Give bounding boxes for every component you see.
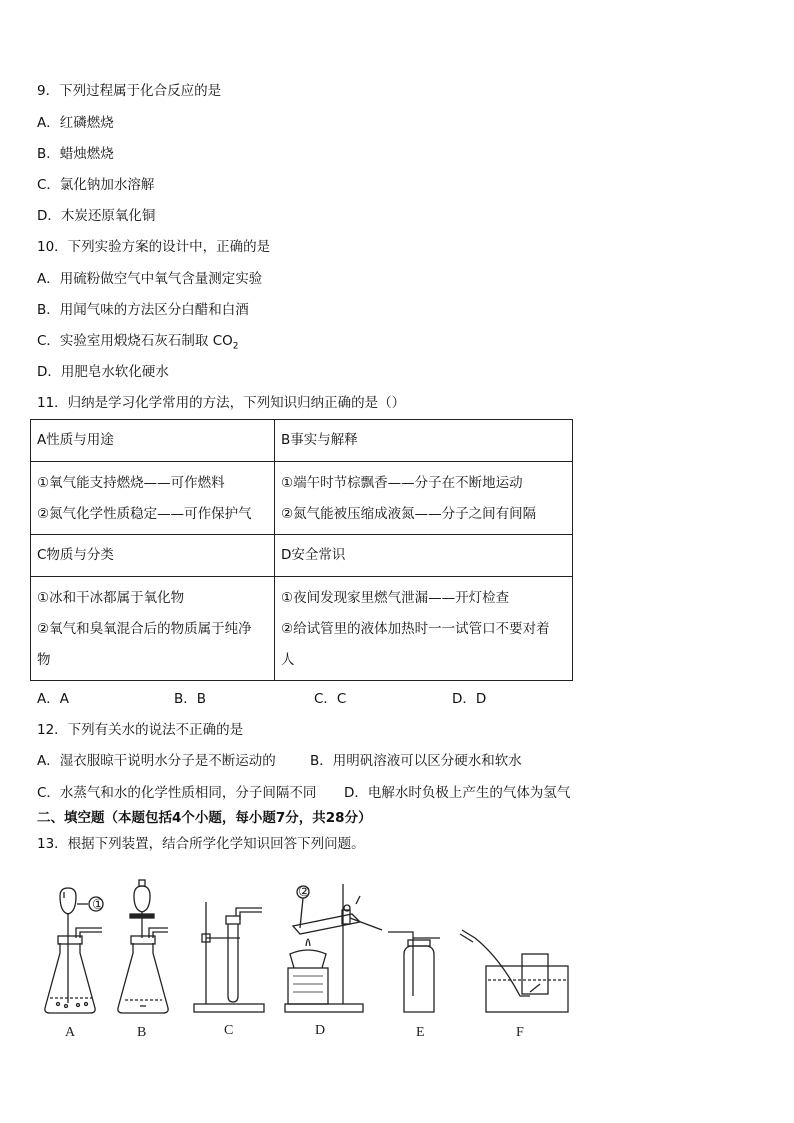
q10-option-c-text: C．实验室用煅烧石灰石制取 CO bbox=[37, 333, 233, 349]
q9-option-a: A．红磷燃烧 bbox=[37, 115, 114, 131]
cell-c-line-3: 物 bbox=[37, 652, 51, 668]
q11-option-c: C．C bbox=[314, 691, 347, 707]
label-b: B bbox=[137, 1025, 147, 1040]
knowledge-table bbox=[30, 419, 573, 681]
q12-option-c: C．水蒸气和水的化学性质相同，分子间隔不同 bbox=[37, 785, 317, 801]
q9-option-b: B．蜡烛燃烧 bbox=[37, 146, 114, 162]
q10-option-d: D．用肥皂水软化硬水 bbox=[37, 364, 169, 380]
cell-b-title: B事实与解释 bbox=[275, 420, 573, 462]
q9-stem: 9．下列过程属于化合反应的是 bbox=[37, 83, 222, 99]
label-f: F bbox=[516, 1025, 524, 1040]
apparatus-d bbox=[285, 884, 382, 1012]
cell-d-title: D安全常识 bbox=[275, 535, 573, 577]
apparatus-f bbox=[460, 930, 568, 1012]
q12-stem: 12．下列有关水的说法不正确的是 bbox=[37, 722, 244, 738]
cell-b-line-1: ①端午时节棕飘香——分子在不断地运动 bbox=[281, 475, 523, 491]
q9-option-d: D．木炭还原氧化铜 bbox=[37, 208, 156, 224]
cell-d-line-1: ①夜间发现家里燃气泄漏——开灯检查 bbox=[281, 590, 510, 606]
q10-option-a: A．用硫粉做空气中氧气含量测定实验 bbox=[37, 271, 263, 287]
q11-stem: 11．归纳是学习化学常用的方法，下列知识归纳正确的是（） bbox=[37, 395, 406, 411]
q10-option-c bbox=[37, 332, 239, 356]
cell-c-line-2: ②氧气和臭氧混合后的物质属于纯净 bbox=[37, 621, 252, 637]
cell-c-title: C物质与分类 bbox=[31, 535, 275, 577]
apparatus-e bbox=[388, 932, 440, 1012]
marker-1: ① bbox=[92, 898, 105, 913]
q10-stem: 10．下列实验方案的设计中，正确的是 bbox=[37, 239, 271, 255]
cell-c-line-1: ①冰和干冰都属于氧化物 bbox=[37, 590, 185, 606]
q9-option-c: C．氯化钠加水溶解 bbox=[37, 177, 155, 193]
cell-c-content bbox=[31, 577, 275, 681]
apparatus-c bbox=[194, 902, 264, 1012]
cell-d-line-2: ②给试管里的液体加热时一一试管口不要对着 bbox=[281, 621, 550, 637]
q12-option-b: B．用明矾溶液可以区分硬水和软水 bbox=[310, 753, 522, 769]
marker-2: ② bbox=[298, 885, 311, 900]
cell-a-content bbox=[31, 462, 275, 535]
q11-option-d: D．D bbox=[452, 691, 487, 707]
q11-option-b: B．B bbox=[174, 691, 207, 707]
q13-stem: 13．根据下列装置，结合所学化学知识回答下列问题。 bbox=[37, 836, 365, 852]
cell-a-title: A性质与用途 bbox=[31, 420, 275, 462]
q12-option-a: A．湿衣服晾干说明水分子是不断运动的 bbox=[37, 753, 276, 769]
cell-d-line-3: 人 bbox=[281, 652, 295, 668]
label-d: D bbox=[315, 1023, 326, 1038]
label-a: A bbox=[65, 1025, 76, 1040]
co2-subscript: 2 bbox=[232, 341, 239, 352]
apparatus-b bbox=[118, 880, 168, 1013]
q10-option-b: B．用闻气味的方法区分白醋和白酒 bbox=[37, 302, 249, 318]
label-e: E bbox=[416, 1025, 425, 1040]
cell-b-content bbox=[275, 462, 573, 535]
q11-option-a: A．A bbox=[37, 691, 69, 707]
apparatus-diagram bbox=[30, 868, 590, 1048]
section-title: 二、填空题（本题包括4个小题，每小题7分，共28分） bbox=[37, 810, 372, 826]
cell-d-content bbox=[275, 577, 573, 681]
q12-option-d: D．电解水时负极上产生的气体为氢气 bbox=[344, 785, 571, 801]
cell-a-line-2: ②氮气化学性质稳定——可作保护气 bbox=[37, 506, 252, 522]
cell-b-line-2: ②氮气能被压缩成液氮——分子之间有间隔 bbox=[281, 506, 537, 522]
cell-a-line-1: ①氧气能支持燃烧——可作燃料 bbox=[37, 475, 225, 491]
label-c: C bbox=[224, 1023, 234, 1038]
